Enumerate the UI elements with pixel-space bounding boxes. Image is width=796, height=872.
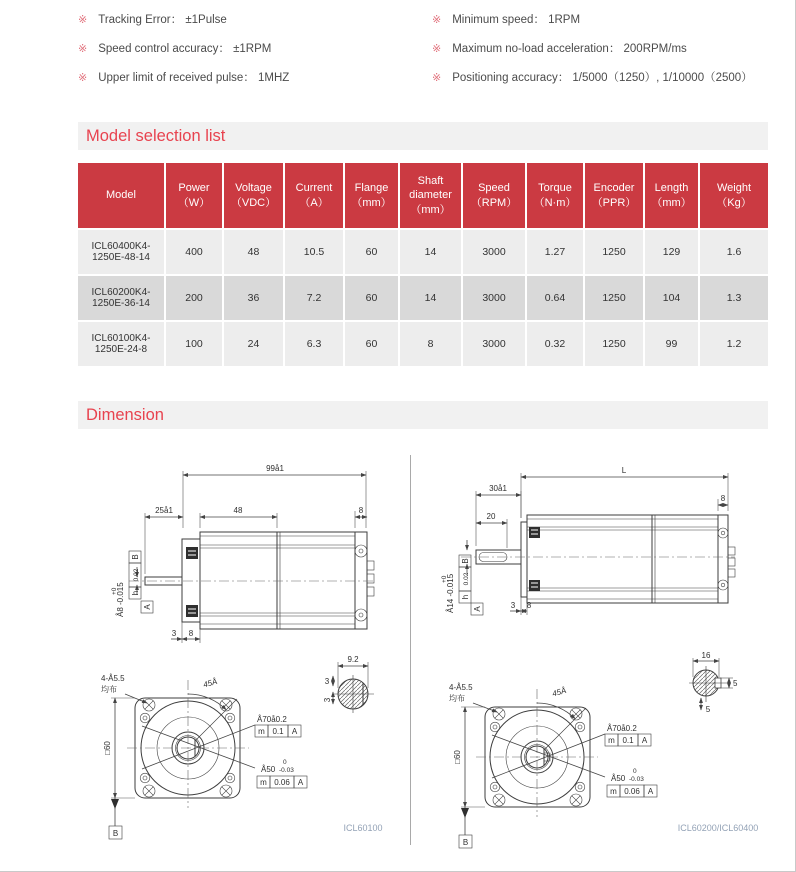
reference-mark-icon: ※ <box>432 14 442 26</box>
tolerance-label: -0.03 <box>279 767 294 774</box>
spec-item <box>432 69 753 85</box>
table-cell: 36 <box>224 276 283 320</box>
dimension-label: 25å1 <box>155 506 173 515</box>
tolerance-label: 0 <box>283 759 287 766</box>
table-header-cell: Encoder （PPR） <box>585 163 643 228</box>
shaft-section-detail <box>689 651 738 714</box>
shaft-diameter-label: Å14 -0.015 <box>446 573 455 613</box>
table-cell: 100 <box>166 322 222 366</box>
table-cell: 3000 <box>463 230 525 274</box>
section-title-bar <box>78 401 768 429</box>
section-title: Model selection list <box>86 127 226 145</box>
table-cell: 200 <box>166 276 222 320</box>
gdt-frame-cell: A <box>297 778 304 787</box>
tolerance-label: 0 <box>633 768 637 775</box>
dimension-label: 3 <box>171 629 177 638</box>
left-motor-side-view-drawing <box>85 455 405 655</box>
key-dim-label: 5 <box>705 705 711 714</box>
dimension-label: 8 <box>358 506 364 515</box>
dimension-label: L <box>621 466 627 475</box>
square-dimension-label: □60 <box>453 750 462 764</box>
table-cell: ICL60200K4-1250E-36-14 <box>78 276 164 320</box>
spec-text: Tracking Error： ±1Pulse <box>98 14 227 26</box>
table-cell: ICL60400K4-1250E-48-14 <box>78 230 164 274</box>
key-dim-label: 5 <box>733 679 738 688</box>
table-cell: 1.27 <box>527 230 583 274</box>
datum-arrow <box>111 799 119 809</box>
gdt-frame-cell: 0.02 <box>463 572 470 586</box>
key-dim-label: 3 <box>323 697 332 703</box>
datum-label: A <box>473 606 482 612</box>
table-cell: 1250 <box>585 276 643 320</box>
table-header-cell: Model <box>78 163 164 228</box>
table-cell: 400 <box>166 230 222 274</box>
drawing-divider <box>410 455 411 845</box>
table-header-cell: Voltage （VDC） <box>224 163 283 228</box>
dimension-label: 8 <box>720 494 726 503</box>
dimension-label: 30å1 <box>489 484 507 493</box>
table-cell: 24 <box>224 322 283 366</box>
gdt-frame-cell: A <box>641 736 648 745</box>
table-cell: 48 <box>224 230 283 274</box>
key-dim-label: 3 <box>324 677 330 686</box>
dimension-label: 8 <box>188 629 194 638</box>
table-header-cell: Speed （RPM） <box>463 163 525 228</box>
gdt-frame-cell: A <box>291 727 298 736</box>
table-cell: 6.3 <box>285 322 343 366</box>
key-width-label: 9.2 <box>347 655 359 664</box>
table-cell: 14 <box>400 230 461 274</box>
table-header-cell: Current （A） <box>285 163 343 228</box>
bolt-holes-note: 均布 <box>101 685 117 694</box>
table-header-cell: Power （W） <box>166 163 222 228</box>
table-cell: 1.3 <box>700 276 768 320</box>
gdt-frame-cell: m <box>260 778 267 787</box>
table-cell: 60 <box>345 276 398 320</box>
table-cell: 1.2 <box>700 322 768 366</box>
gdt-frame-cell: m <box>258 727 265 736</box>
right-motor-side-view-drawing <box>415 455 775 655</box>
model-selection-table <box>78 163 768 366</box>
tolerance-label: -0.03 <box>629 776 644 783</box>
motor-outline <box>461 515 735 603</box>
bolt-holes-note: 均布 <box>449 694 465 703</box>
key-width-label: 16 <box>701 651 711 660</box>
table-cell: 3000 <box>463 276 525 320</box>
motor-outline <box>129 532 374 629</box>
gdt-frame-cell: 0.06 <box>274 778 290 787</box>
table-cell: 0.64 <box>527 276 583 320</box>
dimension-label: 20 <box>486 512 496 521</box>
table-cell: 8 <box>400 322 461 366</box>
reference-mark-icon: ※ <box>78 14 88 26</box>
reference-mark-icon: ※ <box>432 72 442 84</box>
table-cell: 1250 <box>585 230 643 274</box>
table-cell: 1.6 <box>700 230 768 274</box>
table-header-cell: Weight （Kg） <box>700 163 768 228</box>
table-cell: 99 <box>645 322 698 366</box>
dimensions <box>449 683 657 848</box>
spec-item <box>78 40 271 56</box>
table-cell: 60 <box>345 322 398 366</box>
reference-mark-icon: ※ <box>432 43 442 55</box>
reference-mark-icon: ※ <box>78 72 88 84</box>
spec-item <box>432 11 580 27</box>
square-dimension-label: □60 <box>103 741 112 755</box>
table-cell: 14 <box>400 276 461 320</box>
section-title-bar <box>78 122 768 150</box>
gdt-frame-cell: B <box>131 554 140 560</box>
left-motor-front-view-drawing <box>85 650 405 850</box>
shaft-section-detail <box>323 655 374 713</box>
table-cell: 7.2 <box>285 276 343 320</box>
bolt-holes-label: 4-Å5.5 <box>449 683 473 692</box>
spec-item <box>432 40 687 56</box>
dimension-label: 48 <box>233 506 243 515</box>
drawing-caption: ICL60100 <box>343 823 383 833</box>
dimensions <box>101 674 307 839</box>
table-header-cell: Torque （N·m） <box>527 163 583 228</box>
gdt-frame-cell: h <box>461 594 470 600</box>
dimension-label: 99å1 <box>266 464 284 473</box>
gdt-frame-cell: B <box>461 558 470 564</box>
shaft-diameter-label: Å8 -0.015 <box>116 582 125 617</box>
table-cell: ICL60100K4-1250E-24-8 <box>78 322 164 366</box>
gdt-frame-cell: 0.02 <box>133 568 140 582</box>
section-title: Dimension <box>86 406 164 424</box>
flange-outline <box>127 680 255 808</box>
table-header-cell: Length （mm） <box>645 163 698 228</box>
datum-label: B <box>112 829 119 838</box>
table-cell: 1250 <box>585 322 643 366</box>
table-cell: 3000 <box>463 322 525 366</box>
gdt-frame-cell: h <box>131 590 140 596</box>
angle-label: 45Å <box>551 686 568 699</box>
dimension-label: 8 <box>526 601 532 610</box>
dimensions <box>441 466 728 615</box>
gdt-frame-cell: 0.06 <box>624 787 640 796</box>
spec-text: Positioning accuracy： 1/5000（1250）, 1/10000（2500） <box>452 72 753 84</box>
table-header-cell: Flange （mm） <box>345 163 398 228</box>
gdt-frame-cell: 0.1 <box>622 736 634 745</box>
bolt-holes-label: 4-Å5.5 <box>101 674 125 683</box>
gdt-frame-cell: A <box>647 787 654 796</box>
reference-mark-icon: ※ <box>78 43 88 55</box>
right-motor-front-view-drawing <box>415 650 775 850</box>
datum-label: B <box>462 838 469 847</box>
table-cell: 60 <box>345 230 398 274</box>
dia70-label: Å70å0.2 <box>607 724 637 733</box>
table-cell: 0.32 <box>527 322 583 366</box>
dia50-label: Å50 <box>611 774 626 783</box>
spec-text: Minimum speed： 1RPM <box>452 14 581 26</box>
tolerance-label: +0 <box>111 587 118 595</box>
spec-text: Maximum no-load acceleration： 200RPM/ms <box>452 43 687 55</box>
table-cell: 129 <box>645 230 698 274</box>
dimension-label: 3 <box>510 601 516 610</box>
dia70-label: Å70å0.2 <box>257 715 287 724</box>
spec-text: Upper limit of received pulse： 1MHZ <box>98 72 290 84</box>
gdt-frame-cell: m <box>610 787 617 796</box>
gdt-frame-cell: 0.1 <box>272 727 284 736</box>
spec-item <box>78 11 227 27</box>
table-cell: 104 <box>645 276 698 320</box>
drawing-caption: ICL60200/ICL60400 <box>677 823 759 833</box>
datum-arrow <box>461 808 469 818</box>
table-cell: 10.5 <box>285 230 343 274</box>
datum-label: A <box>143 604 152 610</box>
spec-item <box>78 69 289 85</box>
angle-label: 45Å <box>202 677 219 690</box>
gdt-frame-cell: m <box>608 736 615 745</box>
table-header-cell: Shaft diameter （mm） <box>400 163 461 228</box>
dia50-label: Å50 <box>261 765 276 774</box>
tolerance-label: +0 <box>441 575 448 583</box>
spec-text: Speed control accuracy： ±1RPM <box>98 43 272 55</box>
